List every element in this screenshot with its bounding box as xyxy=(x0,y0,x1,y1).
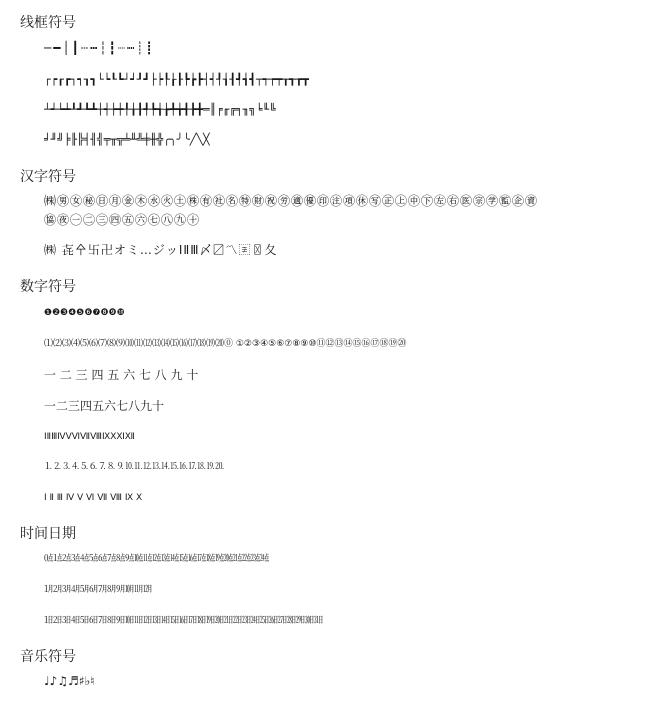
section-title-time: 时间日期 xyxy=(20,526,76,542)
music-symbols-line-1[interactable]: ♩♪♫♬♯♭♮ xyxy=(44,674,95,688)
number-symbols-line-6[interactable]: ⒈⒉⒊⒋⒌⒍⒎⒏⒐⒑⒒⒓⒔⒕⒖⒗⒘⒙⒚⒛ xyxy=(44,462,225,472)
number-symbols-line-4[interactable]: 一二三四五六七八九十 xyxy=(44,399,165,413)
box-symbols-line-4[interactable]: ╛╜╝╞╟╠╡╢╣╤╥╦╧╨╩╪╫╬╭╮╯╰╱╲╳ xyxy=(44,133,210,146)
hanzi-symbols-line-3[interactable]: ㈱ 㐂㐃卐卍オミ…ジッⅠⅡⅢ〆〼〽〾〿⼡ xyxy=(44,243,278,257)
section-title-numbers: 数字符号 xyxy=(20,279,76,295)
box-symbols-line-3[interactable]: ┴┵┶┷┸┹┺┻┼┽┾┿╀╁╂╃╄╅╆╇╈╉╊╋═║╒╓╔╕╖╗╘╙╚ xyxy=(44,103,276,116)
time-symbols-line-2[interactable]: ㋀㋁㋂㋃㋄㋅㋆㋇㋈㋉㋊㋋ xyxy=(44,585,153,595)
time-symbols-line-3[interactable]: ㏠㏡㏢㏣㏤㏥㏦㏧㏨㏩㏪㏫㏬㏭㏮㏯㏰㏱㏲㏳㏴㏵㏶㏷㏸㏹㏺㏻㏼㏽㏾ xyxy=(44,616,324,626)
box-symbols-line-2[interactable]: ┌┍┎┏┐┑┒┓└┕┖┗┘┙┚┛├┝┞┟┠┡┢┣┤┥┦┧┨┩┪┫┬┭┮┯┰┱┲┳ xyxy=(44,73,309,86)
hanzi-symbols-line-2[interactable]: ㊯㊰㊀㊁㊂㊃㊄㊅㊆㊇㊈㊉ xyxy=(44,213,201,227)
number-symbols-line-3[interactable]: 一 二 三 四 五 六 七 八 九 十 xyxy=(44,368,199,382)
section-title-music: 音乐符号 xyxy=(20,649,76,665)
box-symbols-line-1[interactable]: ─━│┃┄┅┆┇┈┉┊┋ xyxy=(44,41,155,55)
section-title-box: 线框符号 xyxy=(20,15,76,31)
number-symbols-line-5[interactable]: ⅠⅡⅢⅣⅤⅥⅦⅧⅨⅩⅪⅫ xyxy=(44,432,135,442)
section-title-hanzi: 汉字符号 xyxy=(20,169,76,185)
number-symbols-line-2[interactable]: ⑴⑵⑶⑷⑸⑹⑺⑻⑼⑽⑾⑿⒀⒁⒂⒃⒄⒅⒆⒇⓪ ①②③④⑤⑥⑦⑧⑨⑩⑪⑫⑬⑭⑮⑯⑰⑱⑲⑳ xyxy=(44,339,407,349)
hanzi-symbols-line-1[interactable]: ㈱㊚㊛㊙㊐㊊㊎㊍㊌㊋㊏㊑㊒㊓㊔㊕㊖㊗㊘㊜㊝㊞㊟㊠㊡㊢㊣㊤㊥㊦㊧㊨㊩㊪㊫㊬㊭㊮ xyxy=(44,194,539,208)
number-symbols-line-1[interactable]: ❶❷❸❹❺❻❼❽❾❿ xyxy=(44,308,125,318)
time-symbols-line-1[interactable]: ㍘㍙㍚㍛㍜㍝㍞㍟㍠㍡㍢㍣㍤㍥㍦㍧㍨㍩㍪㍫㍬㍭㍮㍯㍰ xyxy=(44,554,270,564)
number-symbols-line-7[interactable]: Ⅰ Ⅱ Ⅲ Ⅳ Ⅴ Ⅵ Ⅶ Ⅷ Ⅸ Ⅹ xyxy=(44,493,143,503)
